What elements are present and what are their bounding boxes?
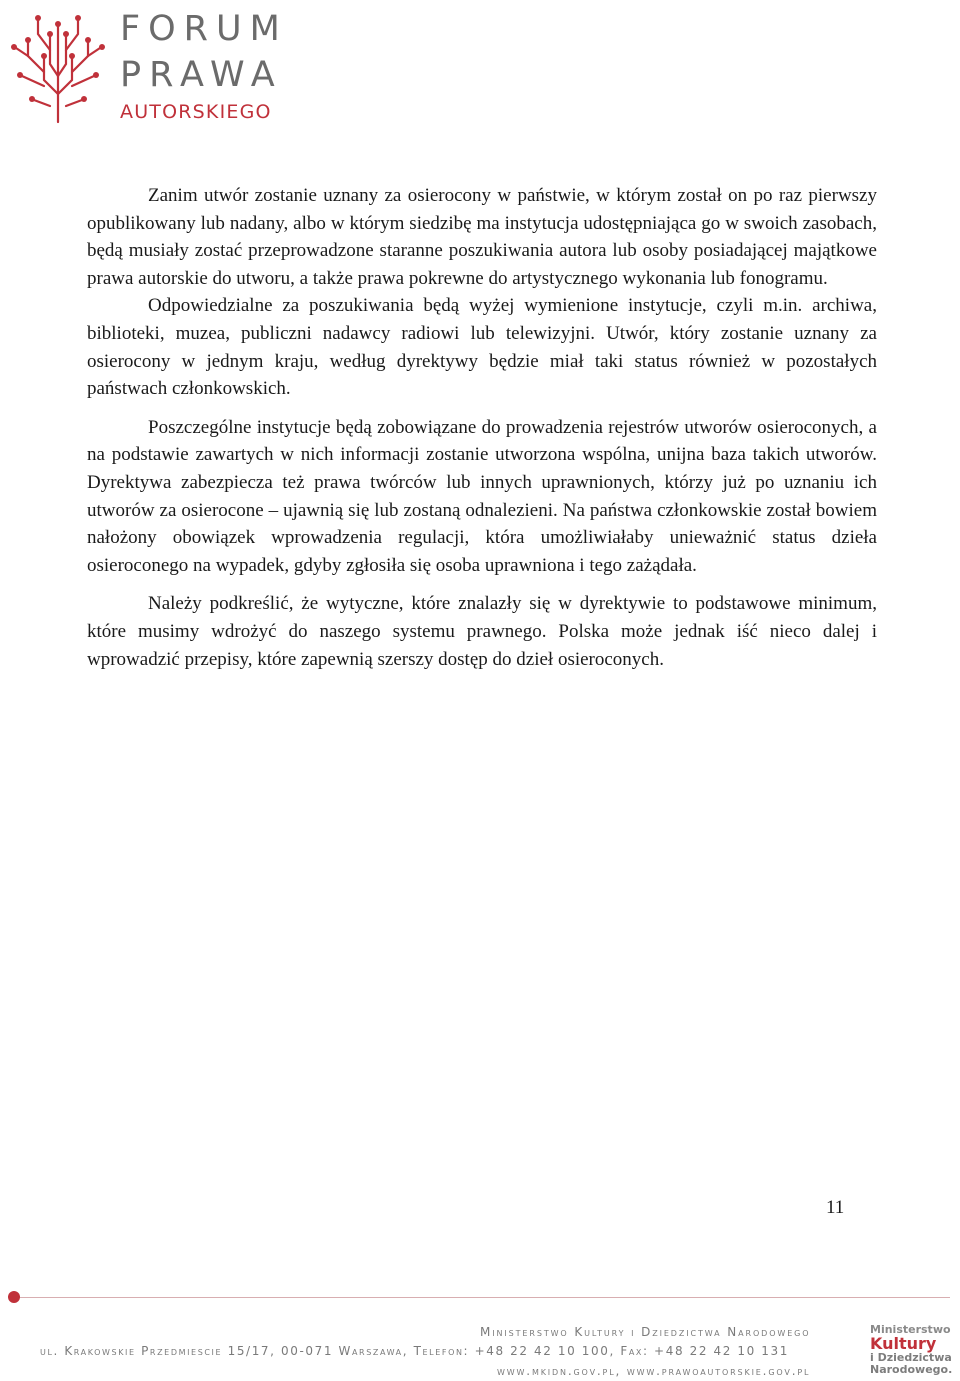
- paragraph-1: Zanim utwór zostanie uznany za osierocony w państwie, w którym został on po raz pierwszy opublikowany lub nadany, albo w którym siedzibę ma instytucja udostępniająca go w swoich zasobach, będą musiały zostać przeprowadzone staranne poszukiwania autora lub osoby posiadającej majątkowe prawa autorskie do utworu, a także prawa pokrewne do artystycznego wykonania lub fonogramu.: [87, 185, 877, 289]
- logo-word-prawa: PRAWA: [120, 55, 283, 95]
- ministry-logo: [870, 1324, 958, 1378]
- logo-word-forum: FORUM: [120, 9, 288, 49]
- page-number: 11: [826, 1197, 845, 1218]
- ministry-logo-word-3: i Dziedzictwa: [870, 1351, 952, 1364]
- ministry-logo-word-1: Ministerstwo: [870, 1323, 951, 1336]
- footer-ministry-name: Ministerstwo Kultury i Dziedzictwa Narodowego: [480, 1325, 811, 1339]
- ministry-logo-word-4: Narodowego.: [870, 1363, 953, 1376]
- tree-circuit-icon: [8, 6, 108, 124]
- logo-word-autorskiego: AUTORSKIEGO: [120, 101, 272, 123]
- footer-bullet-icon: [8, 1291, 20, 1303]
- document-body: [87, 182, 877, 673]
- paragraph-3: Poszczególne instytucje będą zobowiązane do prowadzenia rejestrów utworów osieroconych, a na podstawie zawartych w nich informacji zostanie utworzona wspólna, unijna baza takich utworów. Dyrektywa zabezpiecza też prawa twórców lub innych uprawnionych, którzy już po uznaniu ich utworów za osierocone – ujawnią się lub zostaną odnalezieni. Na państwa członkowskie został bowiem nałożony obowiązek wprowadzenia regulacji, która umożliwiałaby unieważnić status dzieła osieroconego na wypadek, gdyby zgłosiła się osoba uprawniona i tego zażądała.: [87, 416, 877, 576]
- paragraph-2: Odpowiedzialne za poszukiwania będą wyżej wymienione instytucje, czyli m.in. archiwa, biblioteki, muzea, publiczni nadawcy radiowi lub telewizyjni. Utwór, który zostanie uznany za osierocony w jednym kraju, według dyrektywy będzie miał taki status również w pozostałych państwach członkowskich.: [87, 295, 877, 400]
- footer-divider: [10, 1297, 950, 1298]
- footer-address: ul. Krakowskie Przedmiescie 15/17, 00-071 Warszawa, Telefon: +48 22 42 10 100, Fax: +48 22 42 10 131: [40, 1344, 789, 1358]
- paragraph-4: Należy podkreślić, że wytyczne, które znalazły się w dyrektywie to podstawowe minimum, które musimy wdrożyć do naszego systemu prawnego. Polska może jednak iść nieco dalej i wprowadzić przepisy, które zapewnią szerszy dostęp do dzieł osieroconych.: [87, 593, 877, 670]
- forum-prawa-autorskiego-logo: [8, 6, 288, 124]
- ministry-logo-word-2: Kultury: [870, 1334, 937, 1353]
- footer-websites: www.mkidn.gov.pl, www.prawoautorskie.gov.pl: [497, 1364, 811, 1378]
